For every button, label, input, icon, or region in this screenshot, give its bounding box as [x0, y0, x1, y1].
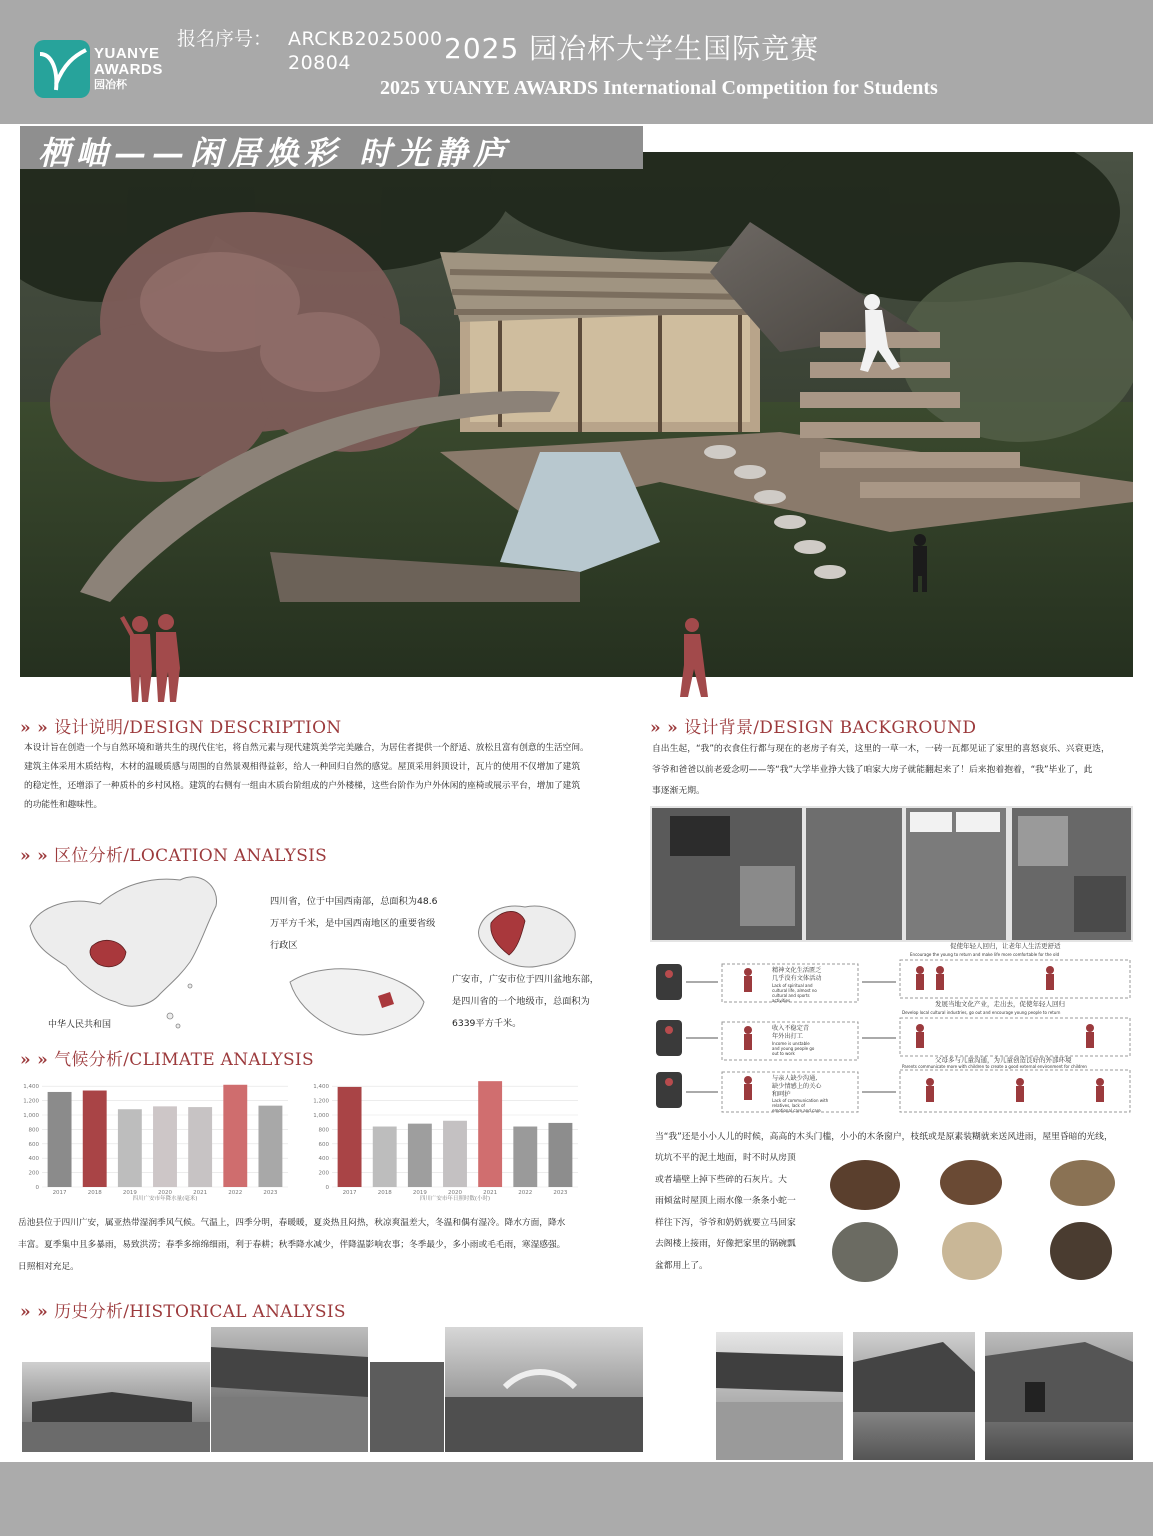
design-description-heading: » » 设计说明/DESIGN DESCRIPTION — [20, 718, 342, 738]
flow-top-label-cn: 促使年轻人回归，让老年人生活更舒适 — [950, 942, 1061, 950]
flow-bot-label-cn: 父母多与儿童沟通，为儿童创造良好的外部环境 — [935, 1056, 1072, 1064]
chart-x-tick-label: 2019 — [122, 1190, 137, 1196]
text-line: 万平方千米，是中国西南地区的重要省级 — [270, 918, 436, 929]
memory-photo-door — [830, 1160, 900, 1210]
design-background-heading: » » 设计背景/DESIGN BACKGROUND — [650, 718, 977, 738]
design-background-intro — [652, 739, 1142, 802]
chart-bar — [513, 1127, 537, 1187]
chart-y-tick-label: 800 — [318, 1127, 329, 1134]
chart-bar — [118, 1109, 142, 1187]
chart-bar — [338, 1087, 362, 1187]
text-line: 坑坑不平的泥土地面，时不时从房顶 — [655, 1153, 796, 1163]
chart-y-tick-label: 1,200 — [23, 1098, 39, 1105]
guangan-map — [473, 893, 583, 973]
chart-y-tick-label: 600 — [28, 1141, 39, 1148]
memory-photo-interior — [940, 1160, 1002, 1205]
couple-silhouette-icon — [118, 610, 188, 702]
chart-x-tick-label: 2017 — [52, 1190, 67, 1196]
text-line: 盆都用上了。 — [655, 1260, 708, 1271]
chart-y-tick-label: 1,400 — [313, 1084, 329, 1091]
svg-text:精神文化生活匮乏: 精神文化生活匮乏 — [772, 967, 822, 974]
chart-bar — [48, 1092, 72, 1187]
chart-legend: 四川广安市年日照时数(小时) — [419, 1196, 491, 1202]
yuanye-logo — [34, 40, 164, 102]
text-line: 广安市，广安市位于四川盆地东部， — [452, 974, 599, 985]
text-line: 去阁楼上接雨，好像把家里的锅碗瓢 — [655, 1239, 796, 1249]
logo-word-2: AWARDS — [94, 61, 163, 78]
text-line: 雨倾盆时屋顶上雨水像一条条小蛇一 — [655, 1196, 796, 1206]
chart-x-tick-label: 2020 — [448, 1190, 462, 1196]
text-line: 爷爷和爸爸以前老爱念叨——等“我”大学毕业挣大钱了咱家大房子就能翻起来了！后来抱着抱着，“我”毕业了，此 — [652, 765, 1093, 775]
chart-y-tick-label: 0 — [325, 1185, 329, 1191]
hero-render-image — [20, 152, 1133, 677]
chart-x-tick-label: 2021 — [193, 1190, 208, 1196]
chart-bar — [478, 1081, 502, 1187]
chart-y-tick-label: 400 — [318, 1156, 329, 1163]
text-line: 岳池县位于四川广安，属亚热带湿润季风气候。气温上，四季分明，春暖暖，夏炎热且闷热，秋凉爽温差大，冬温和偶有湿冷。降水方面，降水 — [18, 1218, 566, 1228]
svg-text:和呵护: 和呵护 — [772, 1091, 791, 1098]
walking-person-silhouette-icon — [672, 617, 712, 699]
chart-bar — [548, 1123, 572, 1187]
svg-text:Lack of communication with: Lack of communication with — [772, 1098, 829, 1103]
memory-text-first-line — [655, 1127, 1140, 1149]
logo-word-1: YUANYE — [94, 45, 160, 62]
chart-x-tick-label: 2023 — [553, 1190, 568, 1196]
location-analysis-heading: » » 区位分析/LOCATION ANALYSIS — [20, 846, 328, 866]
registration-number-line2: 20804 — [288, 52, 351, 74]
chart-bar — [83, 1091, 107, 1187]
chart-x-tick-label: 2022 — [518, 1190, 533, 1196]
text-line: 的功能性和趣味性。 — [24, 800, 103, 810]
chart-x-tick-label: 2023 — [263, 1190, 278, 1196]
text-line: 日照相对充足。 — [18, 1262, 79, 1272]
chart-y-tick-label: 800 — [28, 1127, 39, 1134]
competition-title-cn: 2025 园冶杯大学生国际竞赛 — [444, 32, 820, 65]
project-title: 栖岫——闲居焕彩 时光静庐 — [38, 134, 512, 172]
chart-bar — [153, 1106, 177, 1187]
chart-y-tick-label: 200 — [318, 1170, 329, 1177]
svg-text:out to work: out to work — [772, 1051, 795, 1056]
text-line: 丰富。夏季集中且多暴雨，易致洪涝；春季多绵绵细雨，利于春耕；秋季降水减少，伴降温影响农事；冬季最少，多小雨或毛毛雨，寒湿感强。 — [18, 1240, 566, 1250]
svg-text:Income is unstable: Income is unstable — [772, 1041, 810, 1046]
chart-bar — [408, 1124, 432, 1187]
comic-collage — [650, 806, 1133, 942]
text-line: 四川省，位于中国西南部，总面积为48.6 — [270, 896, 438, 907]
memory-photo-basket — [1050, 1160, 1115, 1206]
text-line: 是四川省的一个地级市，总面积为 — [452, 996, 590, 1007]
climate-chart-1 — [20, 1073, 295, 1203]
chart-x-tick-label: 2022 — [228, 1190, 243, 1196]
problem-solution-flow — [650, 942, 1133, 1120]
chart-bar — [223, 1085, 247, 1187]
double-chevron-icon: » » — [20, 846, 49, 866]
svg-text:收入不稳定青: 收入不稳定青 — [772, 1025, 810, 1032]
chart-y-tick-label: 0 — [35, 1185, 39, 1191]
climate-description — [18, 1212, 633, 1278]
chart-y-tick-label: 200 — [28, 1170, 39, 1177]
text-line: 事逐渐无期。 — [652, 786, 705, 796]
chart-bar — [443, 1121, 467, 1187]
memory-text — [655, 1148, 825, 1277]
flow-top-label-en: Encourage the young to return and make life more comfortable for the old — [910, 952, 1060, 957]
historical-photo-1 — [22, 1362, 210, 1452]
text-line: 或者墙壁上掉下些碎的石灰片。大 — [655, 1174, 787, 1185]
historical-analysis-heading: » » 历史分析/HISTORICAL ANALYSIS — [20, 1302, 346, 1322]
old-house-photo-1 — [716, 1332, 843, 1460]
old-house-photo-2 — [853, 1332, 975, 1460]
svg-text:年外出打工: 年外出打工 — [772, 1033, 803, 1040]
chart-x-tick-label: 2018 — [377, 1190, 392, 1196]
flow-mid-label-cn: 发展当地文化产业，走出去，促使年轻人回归 — [935, 1000, 1065, 1008]
design-description-text — [24, 739, 634, 815]
climate-chart-2 — [310, 1073, 585, 1203]
flow-bot-label-en: Parents communicate more with children to create a good external environment for children — [902, 1064, 1087, 1069]
chart-x-tick-label: 2018 — [87, 1190, 102, 1196]
climate-analysis-heading: » » 气候分析/CLIMATE ANALYSIS — [20, 1050, 314, 1070]
chart-y-tick-label: 400 — [28, 1156, 39, 1163]
sichuan-map — [282, 962, 432, 1040]
svg-text:缺少情感上的关心: 缺少情感上的关心 — [772, 1083, 822, 1090]
historical-photo-2 — [211, 1327, 368, 1452]
memory-photo-roof — [832, 1222, 898, 1282]
competition-title-en: 2025 YUANYE AWARDS International Competition for Students — [380, 77, 938, 99]
chart-x-tick-label: 2021 — [483, 1190, 498, 1196]
chart-bar — [373, 1127, 397, 1187]
chart-legend: 四川广安市年降水量(毫米) — [132, 1196, 198, 1202]
text-line: 6339平方千米。 — [452, 1018, 522, 1029]
chart-bar — [258, 1106, 282, 1187]
double-chevron-icon: » » — [20, 1302, 49, 1322]
old-house-photo-3 — [985, 1332, 1133, 1460]
svg-text:cultural life, almost no: cultural life, almost no — [772, 988, 817, 993]
registration-label: 报名序号： — [177, 28, 273, 50]
text-line: 本设计旨在创造一个与自然环境和谐共生的现代住宅，将自然元素与现代建筑美学完美融合，为居住者提供一个舒适、放松且富有创意的生活空间。 — [24, 743, 589, 753]
svg-text:cultural and sports: cultural and sports — [772, 993, 810, 998]
memory-photo-fan — [942, 1222, 1002, 1280]
registration-number-line1: ARCKB2025000 — [288, 28, 443, 50]
svg-text:Lack of spiritual and: Lack of spiritual and — [772, 983, 813, 988]
chart-y-tick-label: 1,000 — [23, 1113, 39, 1119]
svg-text:与亲人缺少沟通,: 与亲人缺少沟通, — [772, 1075, 818, 1082]
china-label: 中华人民共和国 — [48, 1020, 112, 1030]
logo-mark-icon — [34, 40, 90, 98]
flow-mid-label-en: Develop local cultural industries, go out and encourage young people to return — [902, 1010, 1061, 1015]
historical-photo-4 — [445, 1327, 643, 1452]
text-line: 建筑主体采用木质结构，木材的温暖质感与周围的自然景观相得益彰，给人一种回归自然的感觉。屋顶采用斜顶设计，瓦片的使用不仅增加了建筑 — [24, 762, 580, 772]
sichuan-description — [270, 891, 450, 957]
chart-y-tick-label: 1,400 — [23, 1084, 39, 1091]
text-line: 样往下泻，爷爷和奶奶就要立马回家 — [655, 1217, 796, 1228]
double-chevron-icon: » » — [20, 1050, 49, 1070]
chart-x-tick-label: 2017 — [342, 1190, 357, 1196]
historical-photo-3 — [370, 1362, 444, 1452]
double-chevron-icon: » » — [650, 718, 679, 738]
svg-text:activities: activities — [772, 998, 791, 1003]
chart-y-tick-label: 1,000 — [313, 1113, 329, 1119]
china-map — [20, 866, 230, 1036]
chart-bar — [188, 1107, 212, 1187]
svg-text:emotional care and care: emotional care and care — [772, 1108, 821, 1113]
memory-photo-figure — [1050, 1222, 1112, 1280]
svg-text:and young people go: and young people go — [772, 1046, 815, 1051]
svg-text:relatives, lack of: relatives, lack of — [772, 1103, 805, 1108]
svg-text:几乎没有文体活动: 几乎没有文体活动 — [772, 975, 822, 982]
text-line: 的稳定性，还增添了一种质朴的乡村风格。建筑的右侧有一组由木质台阶组成的户外楼梯，这些台阶作为户外休闲的座椅或展示平台，增加了建筑 — [24, 781, 580, 791]
double-chevron-icon: » » — [20, 718, 49, 738]
chart-x-tick-label: 2019 — [412, 1190, 427, 1196]
chart-x-tick-label: 2020 — [158, 1190, 172, 1196]
chart-y-tick-label: 1,200 — [313, 1098, 329, 1105]
logo-word-3: 园冶杯 — [94, 79, 127, 91]
page-footer — [0, 1462, 1153, 1536]
chart-y-tick-label: 600 — [318, 1141, 329, 1148]
text-line: 当“我”还是小小人儿的时候，高高的木头门槛，小小的木条窗户，枝纸或是原素装糊就来送风进雨，屋里昏暗的光线， — [655, 1132, 1113, 1142]
text-line: 行政区 — [270, 940, 298, 951]
guangan-description — [452, 969, 632, 1035]
text-line: 自出生起，“我”的衣食住行都与现在的老房子有关，这里的一草一木，一砖一瓦都见证了家里的喜怒哀乐、兴衰更迭， — [652, 744, 1110, 754]
